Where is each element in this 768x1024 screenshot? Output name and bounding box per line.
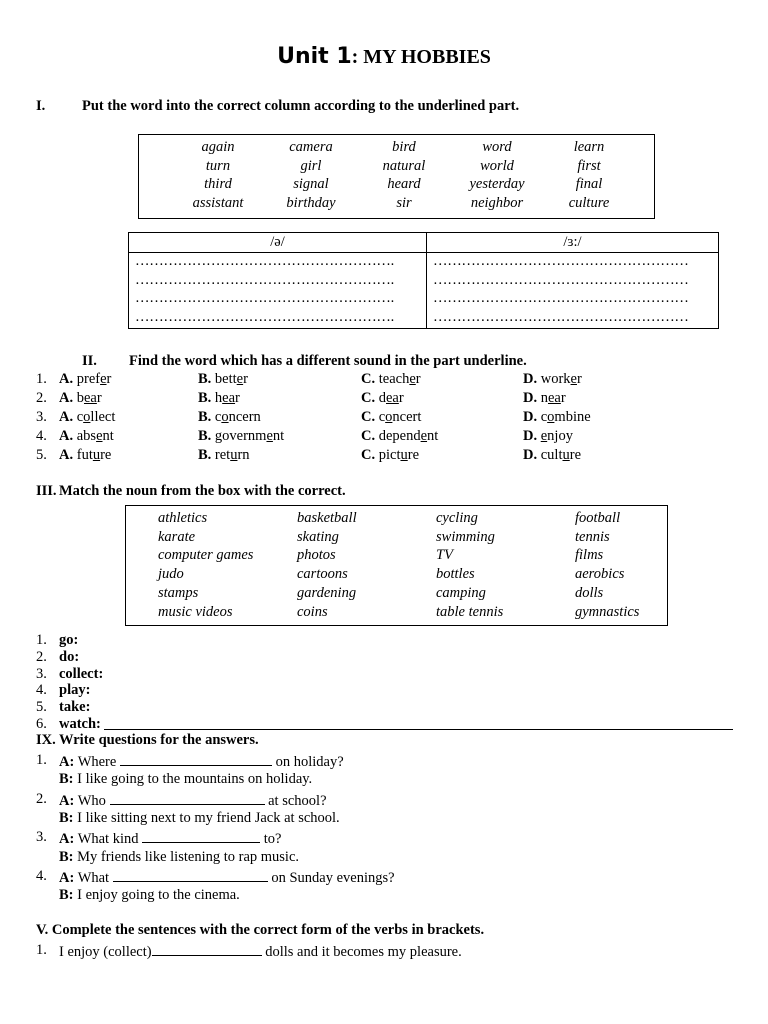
option-word-start: h [214, 390, 223, 406]
option-word-start: fut [76, 447, 93, 463]
verb-number: 2. [36, 648, 47, 665]
option-letter: D. [523, 428, 538, 444]
word-box-1-item: learn [573, 139, 605, 155]
answer-line [59, 848, 299, 867]
option-letter: C. [361, 371, 376, 387]
question-number: 1. [36, 942, 47, 958]
option-word-end: r [243, 371, 248, 387]
option-word-underlined: e [540, 428, 548, 444]
word-box-1-item: turn [205, 157, 231, 174]
option-word-start: pref [76, 371, 101, 387]
option-word-start: c [540, 409, 548, 425]
verb-label: play: [59, 682, 91, 699]
word-box-3-item: dolls [575, 584, 604, 601]
question-line [59, 867, 395, 886]
dotted-answer-line-er[interactable]: ……………………………………………… [433, 308, 689, 325]
word-box-3-item: cartoons [297, 566, 348, 583]
option-letter: D. [523, 371, 538, 387]
option-word-end: ncert [392, 409, 422, 425]
speaker-b-label: B: [59, 771, 74, 788]
section-2-number: II. [82, 353, 97, 369]
answer-blank[interactable] [142, 828, 260, 843]
question-line [59, 790, 327, 809]
option-word-start: cult [540, 447, 563, 463]
option-word-end: re [407, 447, 419, 463]
option-word-start: depend [378, 428, 421, 444]
option-word-underlined: u [230, 447, 238, 463]
option-word-underlined: u [92, 447, 101, 463]
section-1-instruction: Put the word into the correct column according to the underlined part. [82, 98, 520, 114]
option-word-underlined: e [420, 428, 428, 444]
word-box-1-item: word [482, 139, 512, 155]
option-word-end: r [560, 390, 566, 406]
option-word-end: r [235, 390, 240, 406]
option-letter: A. [59, 390, 74, 406]
option-word-start: c [214, 409, 222, 425]
word-box-3-item: camping [436, 584, 486, 601]
word-box-1-item: heard [387, 176, 421, 192]
section-4-instruction: Write questions for the answers. [59, 732, 259, 748]
option-word-underlined: e [266, 428, 273, 444]
question-end: on Sunday evenings? [271, 870, 395, 887]
section-3-number: III. [36, 483, 57, 499]
speaker-b-label: B: [59, 887, 74, 904]
answer-option[interactable] [523, 446, 581, 465]
answer-text: My friends like listening to rap music. [77, 848, 300, 865]
question-line [59, 828, 281, 847]
answer-line [59, 886, 240, 905]
answer-option[interactable] [523, 408, 591, 427]
word-box-3 [125, 505, 668, 626]
verb-label: go: [59, 632, 79, 648]
sentence-line [59, 941, 462, 960]
word-box-3-item: aerobics [575, 566, 625, 583]
question-line [59, 751, 344, 770]
answer-text: I like going to the mountains on holiday. [77, 771, 313, 788]
question-number: 3. [36, 409, 47, 425]
answer-option[interactable] [523, 370, 582, 389]
question-number: 1. [36, 371, 47, 387]
section-3-instruction: Match the noun from the box with the correct. [59, 483, 346, 499]
option-word-end: nt [272, 428, 285, 444]
answer-text: I enjoy going to the cinema. [77, 887, 240, 904]
answer-option[interactable] [361, 427, 438, 446]
speaker-b-label: B: [59, 810, 74, 826]
verb-blank[interactable] [152, 941, 262, 956]
speaker-a-label: A: [59, 870, 75, 887]
answer-line [59, 809, 340, 828]
option-word-underlined: o [547, 409, 555, 425]
option-word-end: r [96, 390, 102, 406]
verb-number: 1. [36, 632, 47, 648]
table-header-er: /ɜ:/ [563, 234, 582, 250]
option-word-end: njoy [547, 428, 573, 444]
option-letter: C. [361, 390, 376, 406]
option-word-end: ncern [228, 409, 261, 425]
speaker-b-label: B: [59, 848, 74, 865]
option-word-underlined: o [221, 409, 229, 425]
option-word-end: re [100, 447, 112, 463]
option-letter: B. [198, 390, 212, 406]
question-number: 5. [36, 447, 47, 463]
table-header-schwa: /ə/ [270, 234, 285, 250]
question-number: 4. [36, 428, 47, 444]
word-box-3-item: football [575, 510, 621, 526]
speaker-a-label: A: [59, 792, 75, 809]
section-5-instruction [36, 922, 484, 939]
option-word-start: c [378, 409, 386, 425]
word-box-3-item: coins [297, 603, 328, 620]
verb-label: watch: [59, 716, 101, 732]
answer-option[interactable] [59, 408, 115, 427]
word-box-3-item: photos [297, 547, 336, 564]
question-number: 1. [36, 752, 47, 768]
word-box-3-item: basketball [297, 510, 357, 526]
option-word-underlined: u [562, 447, 570, 463]
option-word-start: ret [214, 447, 231, 463]
option-word-start: governm [214, 428, 267, 444]
verb-number: 6. [36, 716, 47, 732]
option-word-end: nt [427, 428, 439, 444]
option-letter: C. [361, 447, 376, 463]
dotted-answer-line-er[interactable]: ……………………………………………… [433, 253, 689, 269]
dotted-answer-line-schwa[interactable]: ………………………………………………. [135, 253, 394, 269]
answer-blank[interactable] [113, 867, 268, 882]
word-box-3-item: swimming [436, 528, 495, 545]
sentence-end: dolls and it becomes my pleasure. [265, 944, 462, 960]
dotted-answer-line-er[interactable]: ……………………………………………… [433, 271, 689, 288]
answer-option[interactable] [198, 427, 284, 446]
verb-label: take: [59, 699, 91, 716]
option-word-start: teach [378, 371, 410, 387]
question-start: What kind [77, 831, 139, 848]
option-word-underlined: e [100, 371, 107, 387]
watch-answer-line[interactable] [104, 729, 733, 730]
question-start: Where [77, 754, 117, 770]
page-title [0, 44, 768, 69]
section-5-text: Complete the sentences with the correct form of the verbs in brackets. [51, 922, 485, 938]
dotted-answer-line-schwa[interactable]: ………………………………………………. [135, 308, 394, 325]
answer-blank[interactable] [110, 790, 265, 805]
verb-label: do: [59, 648, 80, 665]
word-box-3-item: gymnastics [575, 603, 640, 620]
option-letter: A. [59, 371, 74, 387]
question-end: to? [263, 831, 282, 848]
option-word-start: work [540, 371, 571, 387]
word-box-3-item: stamps [158, 584, 199, 601]
option-letter: D. [523, 447, 538, 463]
question-number: 3. [36, 829, 47, 846]
option-word-end: r [415, 371, 421, 387]
answer-option[interactable] [198, 389, 240, 408]
option-word-end: llect [90, 409, 116, 425]
question-start: What [77, 870, 110, 887]
option-letter: D. [523, 409, 538, 425]
word-box-3-item: karate [158, 528, 196, 545]
question-number: 2. [36, 390, 47, 406]
word-box-1-item: assistant [192, 194, 244, 211]
option-letter: B. [198, 371, 212, 387]
word-box-1-item: first [577, 157, 601, 174]
word-box-1-item: bird [392, 139, 416, 155]
answer-option[interactable] [361, 389, 404, 408]
section-4-number: IX. [36, 732, 56, 748]
option-word-underlined: ea [385, 390, 399, 406]
word-box-1-item: neighbor [470, 194, 524, 211]
word-box-1-item: signal [293, 176, 329, 192]
question-end: on holiday? [275, 754, 344, 770]
speaker-a-label: A: [59, 831, 75, 848]
answer-blank[interactable] [120, 751, 272, 766]
option-letter: C. [361, 409, 376, 425]
section-2-instruction: Find the word which has a different sound in the part underline. [129, 353, 527, 369]
sentence-start: I enjoy (collect) [59, 944, 152, 960]
answer-option[interactable] [59, 370, 111, 389]
verb-number: 4. [36, 682, 47, 699]
answer-option[interactable] [59, 389, 102, 408]
word-box-3-item: judo [158, 566, 184, 583]
answer-option[interactable] [59, 446, 111, 465]
answer-option[interactable] [361, 446, 419, 465]
option-word-underlined: e [570, 371, 577, 387]
word-box-3-item: bottles [436, 566, 475, 583]
word-box-1-item: yesterday [469, 176, 525, 192]
answer-option[interactable] [198, 408, 261, 427]
verb-label: collect: [59, 665, 104, 682]
sound-table [128, 232, 719, 329]
word-box-1-item: sir [396, 194, 412, 211]
verb-number: 5. [36, 699, 47, 716]
option-word-end: r [398, 390, 404, 406]
word-box-3-item: skating [297, 528, 339, 545]
word-box-3-item: tennis [575, 528, 610, 545]
answer-option[interactable] [361, 370, 421, 389]
section-5-number: V. [36, 922, 49, 938]
word-box-3-item: TV [436, 547, 453, 564]
answer-option[interactable] [523, 427, 573, 446]
word-box-1-item: natural [382, 157, 426, 174]
word-box-3-item: athletics [158, 510, 208, 526]
option-word-start: abs [76, 428, 97, 444]
word-box-1-item: again [201, 139, 235, 155]
option-word-end: mbine [554, 409, 591, 425]
option-word-start: n [540, 390, 548, 406]
title-topic: : MY HOBBIES [351, 46, 491, 68]
answer-option[interactable] [361, 408, 421, 427]
word-box-1 [138, 134, 655, 219]
answer-option[interactable] [198, 370, 248, 389]
option-word-underlined: o [385, 409, 393, 425]
word-box-1-item: girl [300, 157, 322, 174]
dotted-answer-line-er[interactable]: ……………………………………………… [433, 290, 689, 306]
question-start: Who [77, 792, 106, 809]
word-box-1-item: culture [568, 194, 610, 211]
dotted-answer-line-schwa[interactable]: ………………………………………………. [135, 290, 394, 306]
option-word-underlined: e [236, 371, 244, 387]
word-box-1-item: final [575, 176, 603, 192]
option-letter: A. [59, 409, 74, 425]
option-word-end: rn [237, 447, 250, 463]
answer-option[interactable] [59, 427, 114, 446]
option-word-start: d [378, 390, 386, 406]
word-box-3-item: table tennis [436, 603, 504, 620]
option-letter: A. [59, 447, 74, 463]
word-box-3-item: gardening [297, 584, 357, 601]
question-end: at school? [268, 792, 327, 809]
word-box-3-item: films [575, 547, 604, 564]
option-letter: A. [59, 428, 74, 444]
answer-option[interactable] [523, 389, 566, 408]
speaker-a-label: A: [59, 754, 75, 770]
option-word-end: r [106, 371, 112, 387]
answer-text: I like sitting next to my friend Jack at school. [77, 810, 340, 826]
option-word-underlined: o [83, 409, 91, 425]
question-number: 2. [36, 790, 47, 807]
option-word-underlined: ea [222, 390, 236, 406]
option-word-underlined: e [409, 371, 416, 387]
option-word-start: pict [378, 447, 401, 463]
question-number: 4. [36, 868, 47, 885]
answer-line [59, 770, 312, 789]
option-letter: B. [198, 447, 212, 463]
option-word-start: bett [214, 371, 237, 387]
option-word-start: c [76, 409, 84, 425]
option-word-underlined: ea [547, 390, 561, 406]
word-box-3-item: music videos [158, 603, 233, 620]
option-letter: B. [198, 428, 212, 444]
option-letter: B. [198, 409, 212, 425]
option-word-underlined: e [96, 428, 103, 444]
option-letter: C. [361, 428, 376, 444]
section-1-number: I. [36, 98, 46, 114]
option-word-start: b [76, 390, 84, 406]
word-box-3-item: cycling [436, 510, 478, 526]
option-word-end: nt [102, 428, 114, 444]
option-word-underlined: ea [83, 390, 97, 406]
answer-option[interactable] [198, 446, 250, 465]
verb-number: 3. [36, 665, 47, 682]
option-word-end: r [576, 371, 582, 387]
option-word-end: re [569, 447, 581, 463]
word-box-1-item: world [480, 157, 514, 174]
title-unit: Unit 1 [277, 44, 352, 69]
word-box-3-item: computer games [158, 547, 254, 564]
word-box-1-item: camera [289, 139, 333, 155]
dotted-answer-line-schwa[interactable]: ………………………………………………. [135, 271, 394, 288]
option-letter: D. [523, 390, 538, 406]
word-box-1-item: third [204, 176, 232, 192]
option-word-underlined: u [400, 447, 408, 463]
word-box-1-item: birthday [286, 194, 336, 211]
